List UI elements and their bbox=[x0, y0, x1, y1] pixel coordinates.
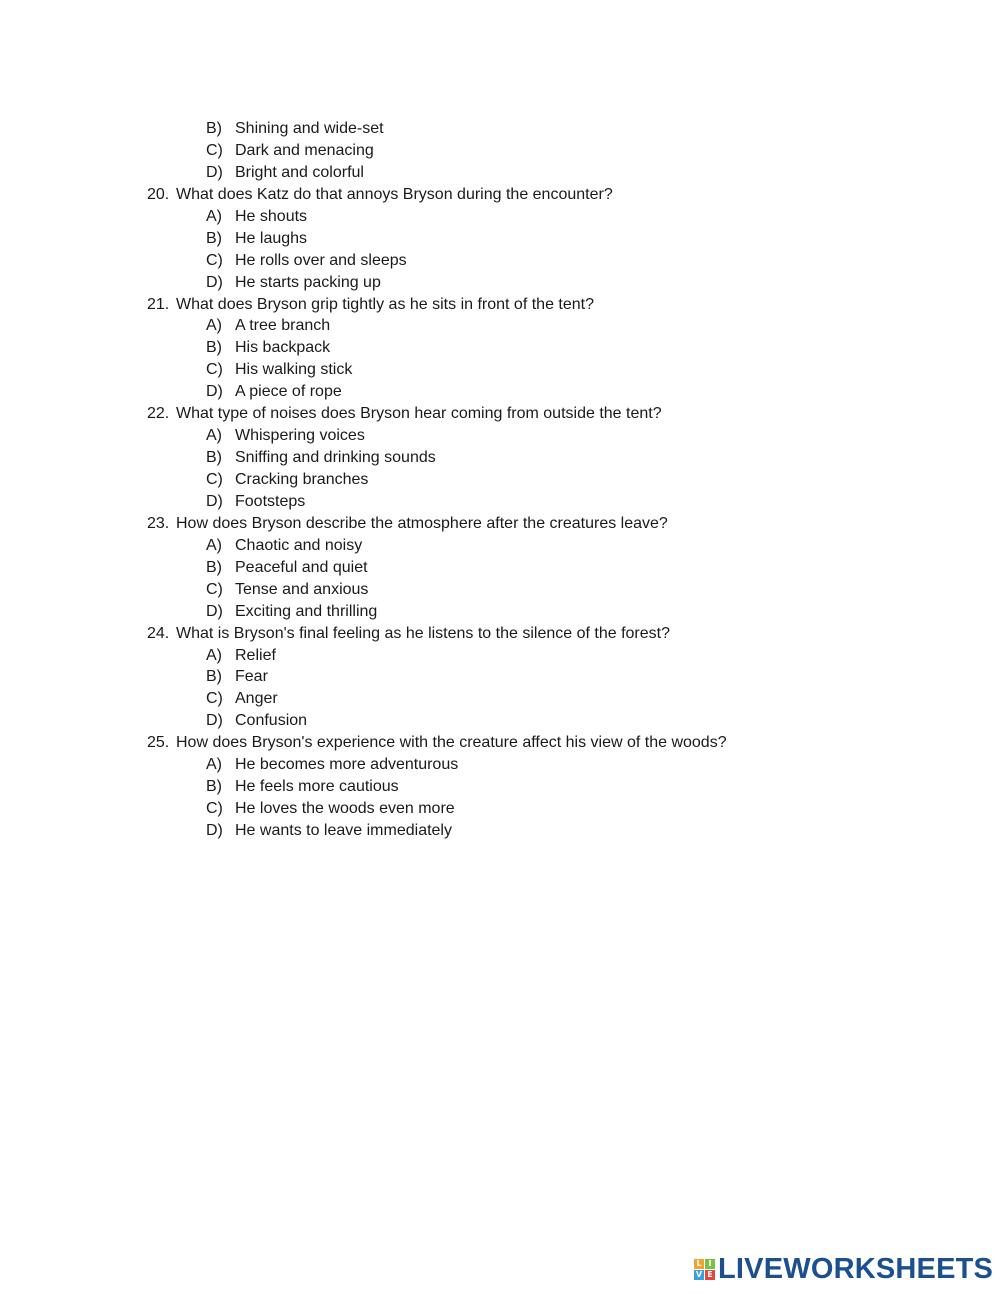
answer-option bbox=[0, 710, 1000, 732]
answer-option bbox=[0, 118, 1000, 140]
question-number: 22. bbox=[147, 405, 170, 423]
question-number: 24. bbox=[147, 624, 170, 642]
option-text: He shouts bbox=[235, 207, 308, 225]
option-text: He feels more cautious bbox=[235, 778, 399, 796]
question-row bbox=[0, 732, 1000, 754]
answer-option bbox=[0, 447, 1000, 469]
option-text: He laughs bbox=[235, 229, 308, 247]
answer-option bbox=[0, 315, 1000, 337]
option-text: His walking stick bbox=[235, 361, 353, 379]
answer-option bbox=[0, 798, 1000, 820]
option-letter: B) bbox=[206, 668, 222, 686]
question-number: 23. bbox=[147, 514, 170, 532]
question-text: How does Bryson's experience with the creature affect his view of the woods? bbox=[176, 734, 727, 752]
option-letter: C) bbox=[206, 141, 223, 159]
option-letter: C) bbox=[206, 471, 223, 488]
question-number: 20. bbox=[147, 185, 170, 203]
logo-square-l: L bbox=[694, 1259, 704, 1269]
answer-option bbox=[0, 491, 1000, 513]
option-letter: C) bbox=[206, 800, 223, 818]
answer-option bbox=[0, 162, 1000, 184]
question-text: What does Katz do that annoys Bryson during the encounter? bbox=[176, 185, 613, 203]
option-letter: A) bbox=[206, 646, 222, 664]
question-row bbox=[0, 623, 1000, 645]
option-text: Bright and colorful bbox=[235, 163, 364, 181]
question-text: What type of noises does Bryson hear coming from outside the tent? bbox=[176, 405, 662, 423]
answer-option bbox=[0, 337, 1000, 359]
option-letter: B) bbox=[206, 778, 222, 796]
question-row bbox=[0, 184, 1000, 206]
option-letter: D) bbox=[206, 273, 223, 291]
option-letter: B) bbox=[206, 449, 222, 467]
option-letter: B) bbox=[206, 339, 222, 357]
answer-option bbox=[0, 359, 1000, 381]
answer-option bbox=[0, 535, 1000, 557]
answer-option bbox=[0, 469, 1000, 491]
answer-option bbox=[0, 425, 1000, 447]
question-row bbox=[0, 403, 1000, 425]
brand-name: LIVEWORKSHEETS bbox=[718, 1252, 994, 1285]
answer-option bbox=[0, 206, 1000, 228]
answer-option bbox=[0, 272, 1000, 294]
answer-option bbox=[0, 579, 1000, 601]
option-letter: B) bbox=[206, 229, 222, 247]
answer-option bbox=[0, 140, 1000, 162]
option-text: His backpack bbox=[235, 339, 331, 357]
answer-option bbox=[0, 228, 1000, 250]
option-letter: D) bbox=[206, 492, 223, 510]
answer-option bbox=[0, 666, 1000, 688]
answer-option bbox=[0, 645, 1000, 667]
option-letter: A) bbox=[206, 536, 222, 554]
answer-option bbox=[0, 250, 1000, 272]
option-text: Confusion bbox=[235, 712, 308, 730]
option-letter: A) bbox=[206, 427, 222, 445]
worksheet-question-list bbox=[0, 118, 1000, 842]
option-text: Chaotic and noisy bbox=[235, 536, 363, 554]
option-text: A piece of rope bbox=[235, 383, 342, 401]
option-letter: C) bbox=[206, 690, 223, 708]
option-text: Tense and anxious bbox=[235, 580, 369, 598]
question-text: What is Bryson's final feeling as he listens to the silence of the forest? bbox=[176, 624, 670, 642]
option-text: Cracking branches bbox=[235, 471, 369, 488]
answer-option bbox=[0, 820, 1000, 842]
answer-option bbox=[0, 688, 1000, 710]
option-letter: C) bbox=[206, 361, 223, 379]
option-text: He becomes more adventurous bbox=[235, 756, 459, 774]
option-text: Relief bbox=[235, 646, 276, 664]
option-letter: D) bbox=[206, 712, 223, 730]
option-letter: B) bbox=[206, 120, 222, 137]
option-text: A tree branch bbox=[235, 317, 331, 335]
liveworksheets-brand bbox=[694, 1253, 993, 1285]
option-letter: A) bbox=[206, 317, 222, 335]
option-letter: A) bbox=[206, 207, 222, 225]
option-text: Whispering voices bbox=[235, 427, 365, 445]
answer-option bbox=[0, 754, 1000, 776]
option-letter: D) bbox=[206, 602, 223, 620]
question-number: 21. bbox=[147, 295, 170, 313]
option-letter: D) bbox=[206, 163, 223, 181]
option-letter: C) bbox=[206, 251, 223, 269]
question-row bbox=[0, 513, 1000, 535]
answer-option bbox=[0, 557, 1000, 579]
option-text: Fear bbox=[235, 668, 268, 686]
logo-square-e: E bbox=[705, 1270, 715, 1280]
option-text: Dark and menacing bbox=[235, 141, 374, 159]
question-text: What does Bryson grip tightly as he sits in front of the tent? bbox=[176, 295, 594, 313]
option-text: Peaceful and quiet bbox=[235, 558, 368, 576]
option-text: He starts packing up bbox=[235, 273, 381, 291]
option-letter: D) bbox=[206, 822, 223, 839]
question-text: How does Bryson describe the atmosphere after the creatures leave? bbox=[176, 514, 668, 532]
answer-option bbox=[0, 601, 1000, 623]
option-text: Sniffing and drinking sounds bbox=[235, 449, 436, 467]
liveworksheets-logo-icon bbox=[694, 1259, 715, 1280]
option-text: Shining and wide-set bbox=[235, 120, 384, 137]
option-text: He rolls over and sleeps bbox=[235, 251, 407, 269]
option-text: Footsteps bbox=[235, 492, 306, 510]
option-letter: A) bbox=[206, 756, 222, 774]
question-row bbox=[0, 294, 1000, 316]
logo-square-v: V bbox=[695, 1269, 703, 1279]
option-text: Anger bbox=[235, 690, 278, 708]
logo-square-i: I bbox=[705, 1259, 715, 1269]
option-letter: D) bbox=[206, 383, 223, 401]
option-text: He wants to leave immediately bbox=[235, 822, 452, 839]
option-letter: C) bbox=[206, 580, 223, 598]
option-letter: B) bbox=[206, 558, 222, 576]
answer-option bbox=[0, 776, 1000, 798]
question-number: 25. bbox=[147, 734, 170, 752]
option-text: He loves the woods even more bbox=[235, 800, 455, 818]
answer-option bbox=[0, 381, 1000, 403]
option-text: Exciting and thrilling bbox=[235, 602, 378, 620]
